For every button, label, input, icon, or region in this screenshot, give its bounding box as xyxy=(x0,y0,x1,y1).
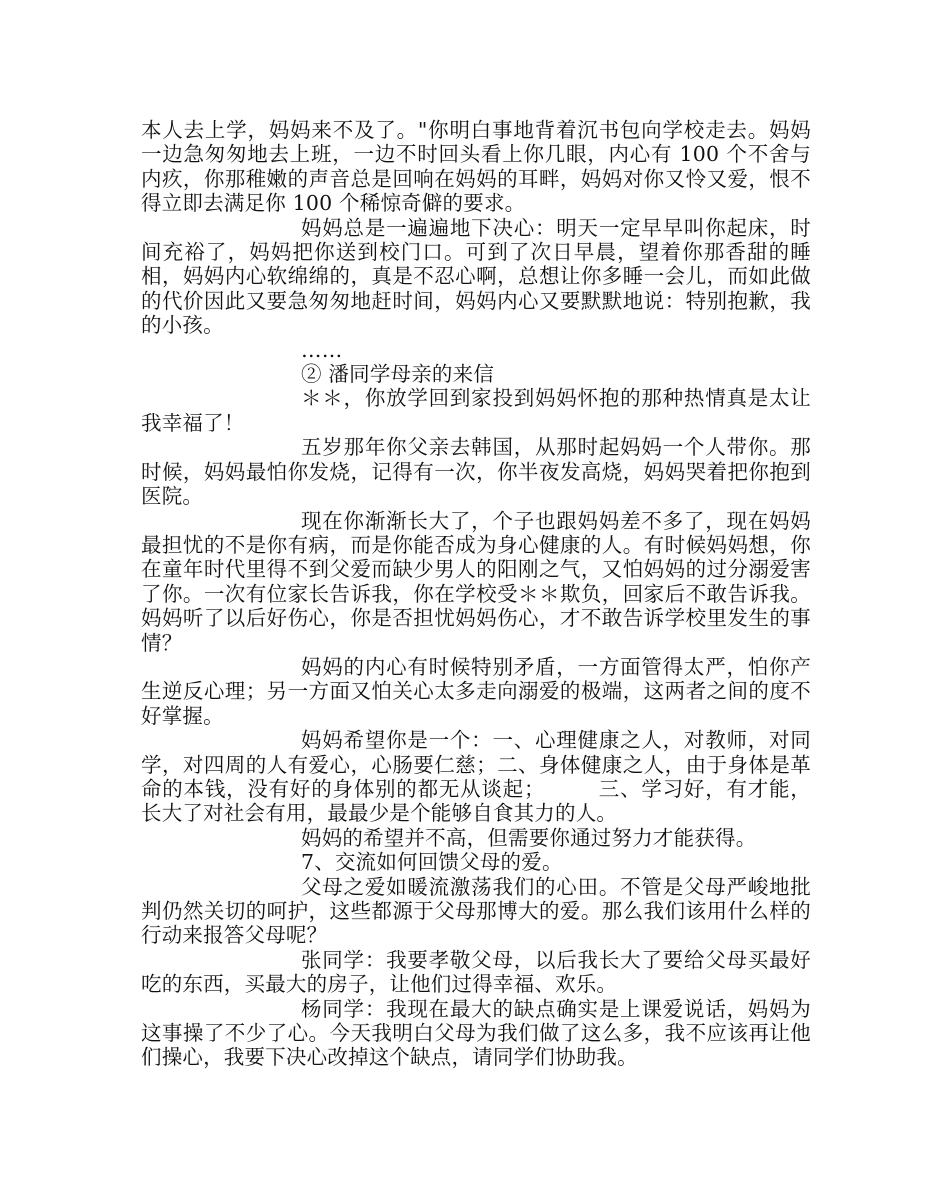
paragraph: 妈妈总是一遍遍地下决心：明天一定早早叫你起床，时间充裕了，妈妈把你送到校门口。可到了次日早晨，望着你那香甜的睡相，妈妈内心软绵绵的，真是不忍心啊，总想让你多睡一会儿，而如此做的代价因此又要急匆匆地赶时间，妈妈内心又要默默地说：特别抱歉，我的小孩。 xyxy=(141,215,811,338)
section-heading: ② 潘同学母亲的来信 xyxy=(301,362,495,387)
paragraph: 父母之爱如暖流激荡我们的心田。不管是父母严峻地批判仍然关切的呵护，这些都源于父母那博大的爱。那么我们该用什么样的行动来报答父母呢？ xyxy=(141,874,811,948)
paragraph: 妈妈希望你是一个：一、心理健康之人，对教师，对同学，对四周的人有爱心，心肠要仁慈；二、身体健康之人，由于身体是革命的本钱，没有好的身体别的都无从谈起； 三、学习好，有才能，长大了对社会有用，最最少是个能够自食其力的人。 xyxy=(141,728,811,826)
section-heading: 7、交流如何回馈父母的爱。 xyxy=(301,850,563,875)
paragraph: 本人去上学，妈妈来不及了。"你明白事地背着沉书包向学校走去。妈妈一边急匆匆地去上班，一边不时回头看上你几眼，内心有 100 个不舍与内疚，你那稚嫩的声音总是回响在妈妈的耳畔，妈妈对你又怜又爱，恨不得立即去满足你 100 个稀惊奇僻的要求。 xyxy=(141,118,811,216)
ellipsis-line: …… xyxy=(301,337,343,362)
document-body xyxy=(141,118,811,1070)
paragraph: 妈妈的内心有时候特别矛盾，一方面管得太严，怕你产生逆反心理；另一方面又怕关心太多走向溺爱的极端，这两者之间的度不好掌握。 xyxy=(141,654,811,728)
paragraph: 五岁那年你父亲去韩国，从那时起妈妈一个人带你。那时候，妈妈最怕你发烧，记得有一次，你半夜发高烧，妈妈哭着把你抱到医院。 xyxy=(141,435,811,509)
paragraph: 妈妈的希望并不高，但需要你通过努力才能获得。 xyxy=(301,825,757,850)
paragraph: 张同学：我要孝敬父母，以后我长大了要给父母买最好吃的东西，买最大的房子，让他们过得幸福、欢乐。 xyxy=(141,947,811,997)
paragraph: ＊＊，你放学回到家投到妈妈怀抱的那种热情真是太让我幸福了！ xyxy=(141,386,811,435)
paragraph: 杨同学：我现在最大的缺点确实是上课爱说话，妈妈为这事操了不少了心。今天我明白父母为我们做了这么多，我不应该再让他们操心，我要下决心改掉这个缺点，请同学们协助我。 xyxy=(141,996,811,1070)
paragraph: 现在你渐渐长大了，个子也跟妈妈差不多了，现在妈妈最担忧的不是你有病，而是你能否成为身心健康的人。有时候妈妈想，你在童年时代里得不到父爱而缺少男人的阳刚之气，又怕妈妈的过分溺爱害了你。一次有位家长告诉我，你在学校受＊＊欺负，回家后不敢告诉我。妈妈听了以后好伤心，你是否担忧妈妈伤心，才不敢告诉学校里发生的事情？ xyxy=(141,508,811,655)
